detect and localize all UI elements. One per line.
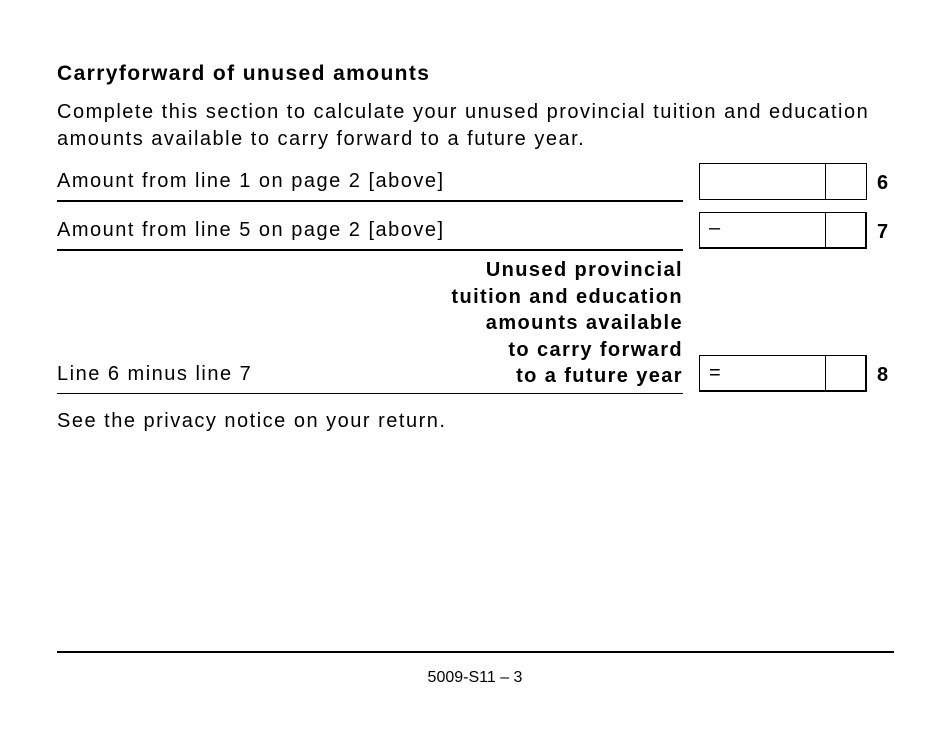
line-7-amount-field[interactable] — [699, 212, 867, 249]
privacy-notice: See the privacy notice on your return. — [57, 410, 447, 432]
line-8-number: 8 — [877, 364, 889, 386]
footer-rule — [57, 651, 894, 653]
line-7-rule — [57, 249, 683, 251]
line-8-rule — [57, 393, 683, 394]
line-6-amount-field[interactable] — [699, 163, 867, 200]
line-6-cents-divider — [825, 164, 826, 199]
line-7-cents-divider — [825, 213, 826, 247]
line-6-label: Amount from line 1 on page 2 [above] — [57, 170, 445, 192]
line-7-number: 7 — [877, 221, 889, 243]
line-7-operator: – — [709, 217, 721, 239]
page-footer: 5009-S11 – 3 — [427, 669, 523, 686]
line-8-operator: = — [709, 362, 721, 384]
line-7-label: Amount from line 5 on page 2 [above] — [57, 219, 445, 241]
result-label: Unused provincial tuition and education amounts available to carry forward to a future year — [451, 259, 683, 387]
line-6-number: 6 — [877, 172, 889, 194]
line-6-rule — [57, 200, 683, 202]
section-heading: Carryforward of unused amounts — [57, 62, 431, 85]
line-8-label: Line 6 minus line 7 — [57, 363, 253, 385]
line-8-amount-field[interactable] — [699, 355, 867, 392]
line-8-cents-divider — [825, 356, 826, 390]
section-intro: Complete this section to calculate your unused provincial tuition and education amounts available to carry forward to a future year. — [57, 101, 870, 150]
